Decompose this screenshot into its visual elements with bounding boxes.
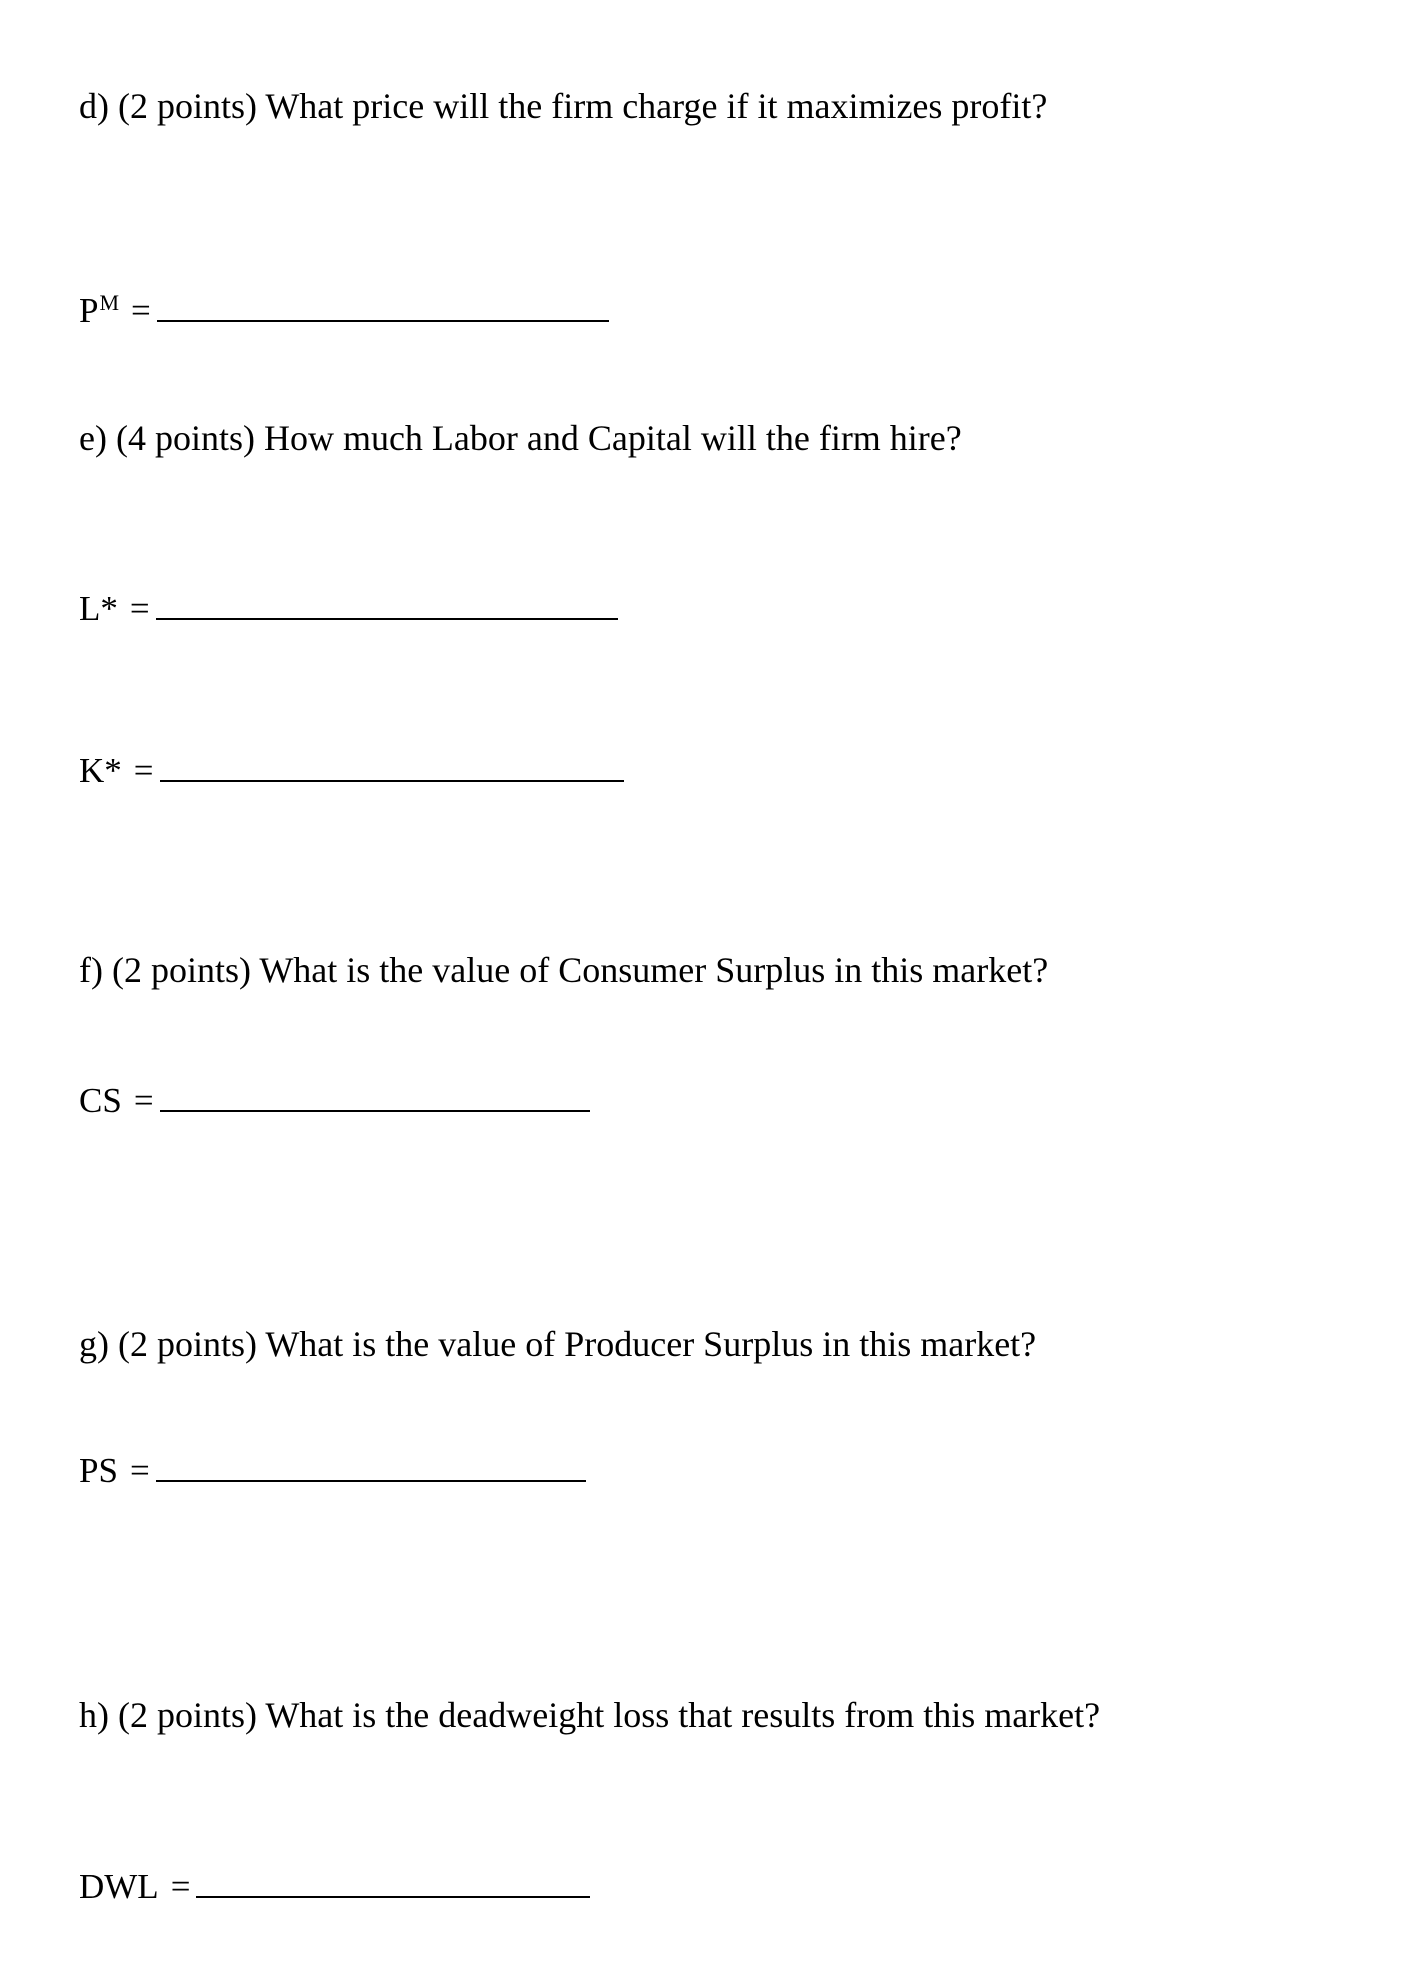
deadweight-loss-equals: = — [170, 1867, 191, 1906]
labor-label: L* — [79, 589, 118, 628]
question-d-prompt: d) (2 points) What price will the firm charge if it maximizes profit? — [79, 86, 1048, 126]
deadweight-loss-label: DWL — [79, 1867, 159, 1906]
question-e-prompt: e) (4 points) How much Labor and Capital will the firm hire? — [79, 418, 962, 458]
price-label-superscript: M — [99, 290, 120, 315]
consumer-surplus-answer-blank[interactable] — [160, 1080, 590, 1112]
capital-equals: = — [133, 751, 154, 790]
producer-surplus-answer-blank[interactable] — [156, 1450, 586, 1482]
producer-surplus-label: PS — [79, 1451, 118, 1490]
answer-line-labor — [79, 588, 618, 626]
capital-label: K* — [79, 751, 122, 790]
capital-answer-blank[interactable] — [160, 750, 624, 782]
deadweight-loss-answer-blank[interactable] — [196, 1866, 590, 1898]
price-label: P — [79, 291, 99, 330]
labor-equals: = — [129, 589, 150, 628]
question-g-prompt: g) (2 points) What is the value of Producer Surplus in this market? — [79, 1324, 1037, 1364]
consumer-surplus-label: CS — [79, 1081, 122, 1120]
answer-line-producer-surplus — [79, 1450, 586, 1488]
question-h-prompt: h) (2 points) What is the deadweight loss that results from this market? — [79, 1695, 1101, 1735]
answer-line-capital — [79, 750, 624, 788]
labor-answer-blank[interactable] — [156, 588, 618, 620]
consumer-surplus-equals: = — [133, 1081, 154, 1120]
question-f-prompt: f) (2 points) What is the value of Consumer Surplus in this market? — [79, 950, 1049, 990]
price-equals: = — [131, 291, 151, 330]
answer-line-consumer-surplus — [79, 1080, 590, 1118]
answer-line-deadweight-loss — [79, 1866, 590, 1904]
price-answer-blank[interactable] — [157, 290, 609, 322]
producer-surplus-equals: = — [129, 1451, 150, 1490]
answer-line-price — [79, 290, 609, 328]
